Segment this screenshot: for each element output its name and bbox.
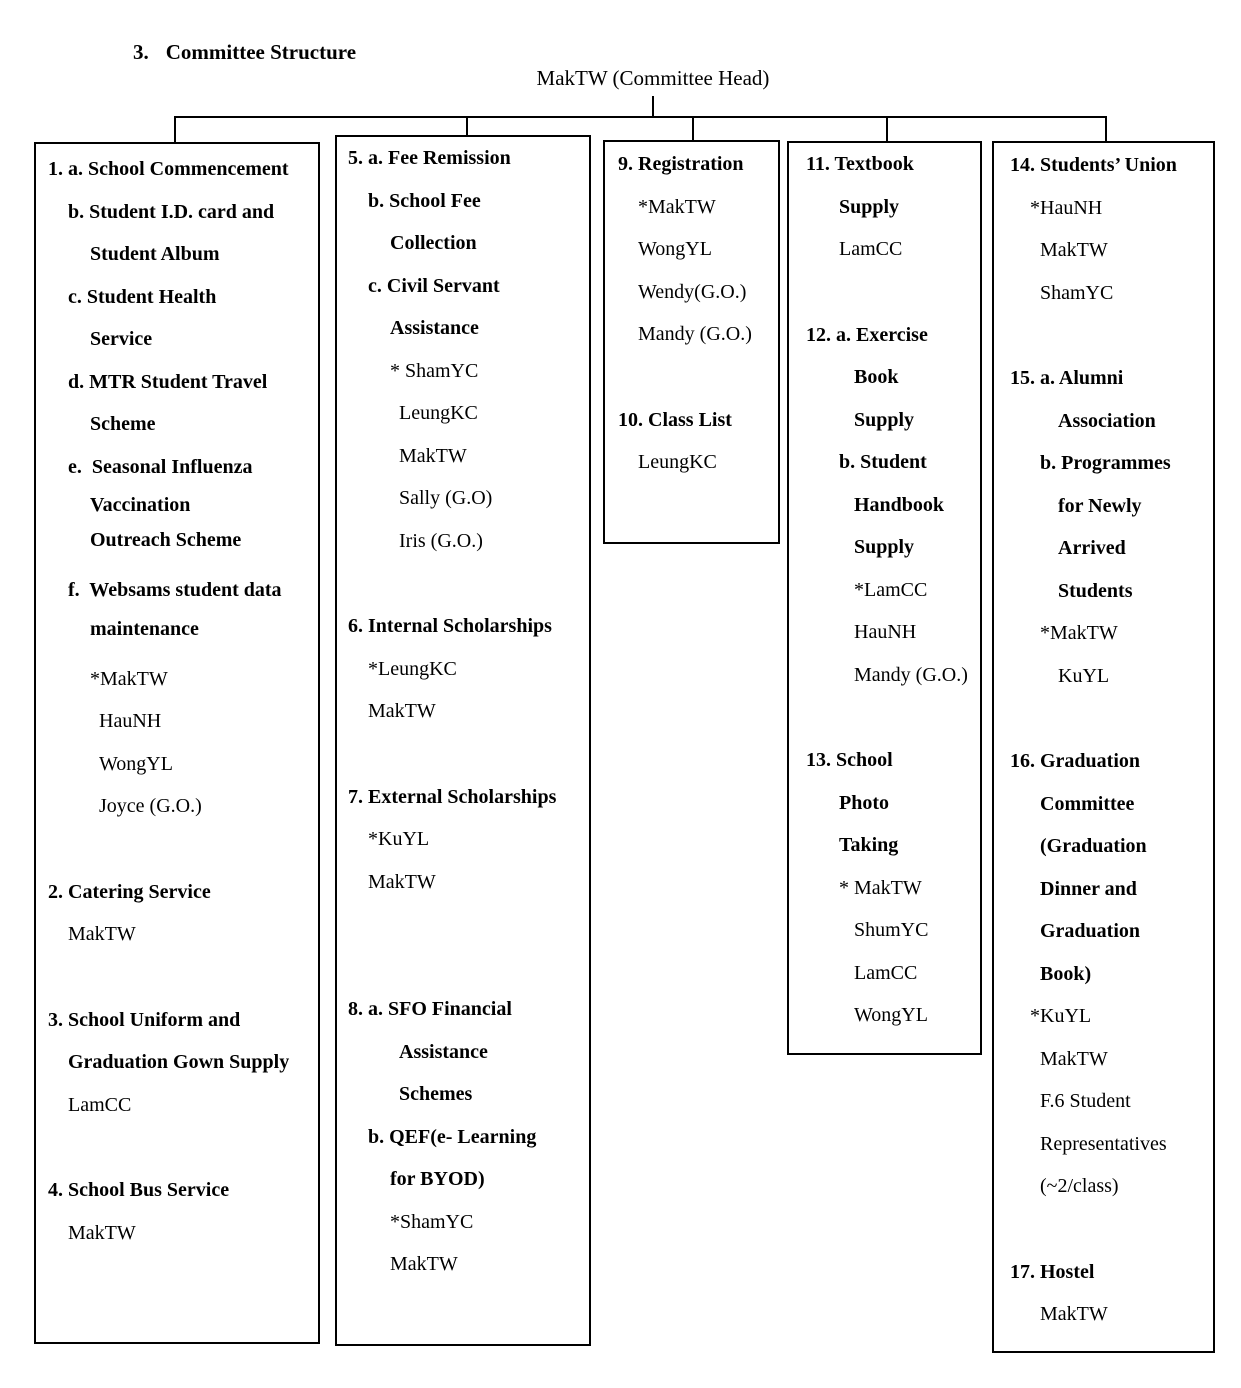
committee-line: Sally (G.O): [399, 487, 493, 509]
committee-line: c. Student Health: [68, 285, 217, 308]
committee-line: e. Seasonal Influenza: [68, 455, 253, 478]
committee-line: Supply: [839, 195, 900, 218]
connector-main-horizontal: [174, 116, 1107, 118]
committee-line: KuYL: [1058, 664, 1110, 687]
committee-line: c. Civil Servant: [368, 274, 500, 297]
committee-line: b. Programmes: [1040, 452, 1171, 474]
committee-line: 11. Textbook: [806, 153, 914, 175]
committee-line: Iris (G.O.): [399, 529, 483, 552]
committee-line: ShamYC: [1040, 281, 1114, 304]
committee-line: f. Websams student data: [68, 579, 282, 601]
committee-line: WongYL: [854, 1004, 928, 1026]
committee-line: 2. Catering Service: [48, 880, 211, 903]
committee-line: MakTW: [68, 1221, 136, 1244]
committee-line: MakTW: [1040, 239, 1108, 261]
committee-line: Assistance: [390, 317, 479, 339]
committee-line: Graduation: [1040, 920, 1141, 942]
connector-head-stem: [652, 96, 654, 117]
committee-line: MakTW: [390, 1253, 458, 1275]
committee-line: LeungKC: [399, 402, 478, 424]
committee-line: *LamCC: [854, 578, 928, 601]
committee-line: Dinner and: [1040, 877, 1137, 900]
committee-line: Representatives: [1040, 1132, 1167, 1155]
committee-head-label: MakTW (Committee Head): [536, 66, 770, 90]
committee-line: *MakTW: [1040, 622, 1118, 644]
committee-line: 14. Students’ Union: [1010, 154, 1177, 176]
committee-line: HauNH: [99, 710, 162, 732]
committee-line: LamCC: [854, 961, 918, 984]
committee-line: 16. Graduation: [1010, 750, 1141, 772]
connector-drop-5: [1105, 117, 1107, 143]
committee-line: Mandy (G.O.): [854, 663, 968, 686]
committee-line: Mandy (G.O.): [638, 323, 752, 345]
committee-line: Graduation Gown Supply: [68, 1051, 290, 1073]
connector-drop-3: [692, 117, 694, 142]
committee-line: *MakTW: [638, 195, 716, 218]
committee-line: Photo: [839, 791, 889, 814]
committee-line: WongYL: [99, 752, 173, 775]
committee-box-2: [335, 135, 591, 1346]
committee-line: LeungKC: [638, 451, 717, 473]
committee-line: LamCC: [839, 238, 903, 260]
committee-box-5: [992, 141, 1215, 1353]
committee-line: Students: [1058, 579, 1133, 602]
committee-line: Scheme: [90, 413, 156, 435]
committee-line: b. Student I.D. card and: [68, 200, 275, 223]
committee-line: F.6 Student: [1040, 1090, 1131, 1112]
committee-line: 13. School: [806, 749, 893, 771]
committee-line: MakTW: [368, 870, 436, 893]
committee-line: * ShamYC: [390, 359, 479, 382]
committee-line: Schemes: [399, 1083, 473, 1105]
committee-line: b. QEF(e- Learning: [368, 1125, 537, 1148]
committee-line: Supply: [854, 408, 915, 431]
committee-line: 12. a. Exercise: [806, 323, 928, 346]
committee-line: Outreach Scheme: [90, 529, 242, 551]
committee-line: 5. a. Fee Remission: [348, 147, 511, 169]
committee-line: *HauNH: [1030, 196, 1103, 219]
committee-line: 1. a. School Commencement: [48, 158, 289, 180]
committee-line: 15. a. Alumni: [1010, 367, 1124, 389]
page-title: [133, 40, 356, 65]
committee-line: Book): [1040, 962, 1092, 985]
connector-drop-1: [174, 117, 176, 144]
committee-line: MakTW: [368, 700, 436, 722]
committee-line: MakTW: [68, 923, 136, 945]
committee-line: b. School Fee: [368, 189, 481, 212]
committee-line: *ShamYC: [390, 1210, 474, 1233]
committee-line: 10. Class List: [618, 408, 732, 431]
committee-line: Wendy(G.O.): [638, 280, 747, 303]
committee-line: 7. External Scholarships: [348, 785, 557, 808]
committee-line: (~2/class): [1040, 1175, 1119, 1197]
committee-line: ShumYC: [854, 919, 929, 941]
committee-box-4: [787, 141, 982, 1055]
committee-line: maintenance: [90, 617, 199, 640]
committee-line: 17. Hostel: [1010, 1260, 1095, 1283]
committee-line: (Graduation: [1040, 835, 1147, 857]
committee-line: *MakTW: [90, 667, 168, 690]
committee-line: Joyce (G.O.): [99, 795, 202, 817]
committee-line: Vaccination: [90, 494, 191, 516]
connector-drop-4: [886, 117, 888, 143]
committee-box-1: [34, 142, 320, 1344]
committee-line: 9. Registration: [618, 153, 744, 175]
page-title-text: Committee Structure: [165, 40, 357, 64]
committee-line: Supply: [854, 536, 915, 558]
committee-line: Student Album: [90, 243, 220, 265]
committee-line: *LeungKC: [368, 657, 457, 680]
committee-line: Committee: [1040, 792, 1135, 815]
committee-line: MakTW: [399, 444, 467, 467]
committee-line: 4. School Bus Service: [48, 1179, 230, 1201]
committee-line: Arrived: [1058, 537, 1126, 559]
committee-line: *KuYL: [368, 828, 430, 850]
committee-line: Assistance: [399, 1040, 488, 1063]
committee-line: Service: [90, 328, 153, 350]
committee-line: 3. School Uniform and: [48, 1008, 241, 1031]
committee-line: MakTW: [1040, 1303, 1108, 1325]
committee-box-3: [603, 140, 780, 544]
committee-line: HauNH: [854, 621, 917, 643]
committee-line: Taking: [839, 834, 899, 856]
committee-line: LamCC: [68, 1093, 132, 1116]
committee-line: for BYOD): [390, 1168, 485, 1190]
page-title-number: 3.: [133, 40, 149, 64]
committee-line: 6. Internal Scholarships: [348, 615, 552, 637]
committee-line: MakTW: [1040, 1047, 1108, 1070]
committee-line: WongYL: [638, 238, 712, 260]
committee-line: d. MTR Student Travel: [68, 370, 268, 393]
committee-line: *KuYL: [1030, 1005, 1092, 1027]
committee-line: for Newly: [1058, 494, 1142, 517]
committee-line: Collection: [390, 232, 477, 254]
committee-line: b. Student: [839, 451, 927, 473]
committee-line: Association: [1058, 409, 1156, 432]
committee-line: * MakTW: [839, 876, 922, 899]
committee-line: 8. a. SFO Financial: [348, 998, 512, 1020]
committee-line: Handbook: [854, 493, 945, 516]
committee-line: Book: [854, 366, 899, 388]
